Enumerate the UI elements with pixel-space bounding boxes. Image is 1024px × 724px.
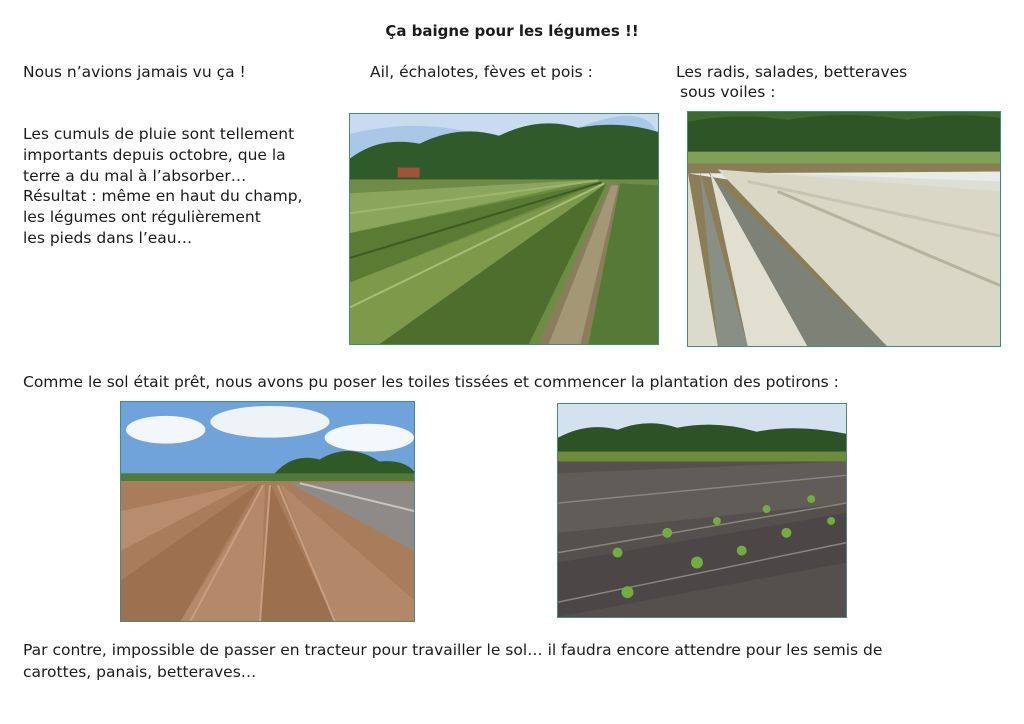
body-line-3: terre a du mal à l’absorber… [23,167,247,185]
photo-woven-fabric-pumpkins [557,403,847,618]
col3-heading-line2: sous voiles : [680,83,776,101]
col3-heading-line1: Les radis, salades, betteraves [676,63,908,81]
footer-line-1: Par contre, impossible de passer en tracteur pour travailler le sol… il faudra encore attendre pour les semis de [23,641,883,659]
body-line-1: Les cumuls de pluie sont tellement [23,125,295,143]
photo-garlic-shallots-rows [349,113,659,345]
footer-line-2: carottes, panais, betteraves… [23,663,257,681]
body-line-4: Résultat : même en haut du champ, [23,187,303,205]
photo-veiled-rows [687,111,1001,347]
page-title: Ça baigne pour les légumes !! [385,22,639,40]
col2-heading: Ail, échalotes, fèves et pois : [370,63,593,81]
col1-heading: Nous n’avions jamais vu ça ! [23,63,246,81]
body-line-6: les pieds dans l’eau… [23,229,193,247]
body-line-5: les légumes ont régulièrement [23,208,261,226]
middle-sentence: Comme le sol était prêt, nous avons pu poser les toiles tissées et commencer la plantation des potirons : [23,373,839,391]
photo-prepared-soil [120,401,415,622]
body-line-2: importants depuis octobre, que la [23,146,286,164]
